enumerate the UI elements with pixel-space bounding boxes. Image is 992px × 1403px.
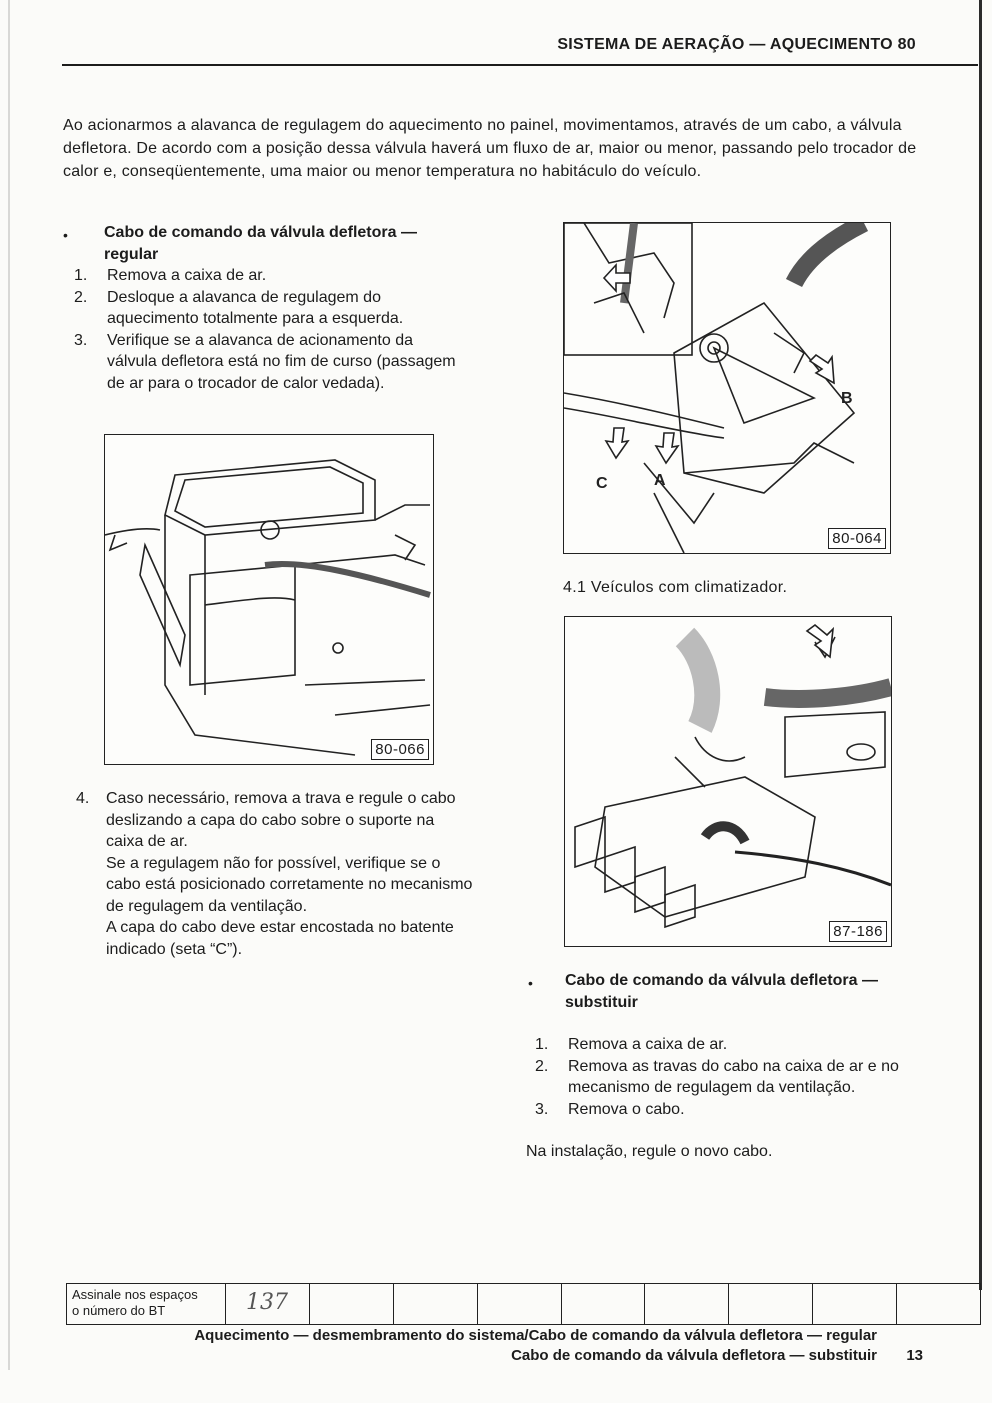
step-4-number: 4. xyxy=(76,790,90,807)
climatizer-mechanism-illustration xyxy=(565,617,891,946)
page-edge-shadow xyxy=(8,0,10,1370)
bt-cell[interactable] xyxy=(310,1284,394,1324)
section-bullet: • xyxy=(63,227,68,243)
intro-paragraph: Ao acionarmos a alavanca de regulagem do aquecimento no painel, movimentamos, através de um cabo, a válvula defletora. De acordo com a posição dessa válvula haverá um fluxo de ar, maior ou menor, passando pelo trocador de calor e, conseqüentemente, uma maior ou menor temperatura no habitáculo do veículo. xyxy=(63,117,917,180)
bt-cell[interactable] xyxy=(478,1284,562,1324)
bt-number-table xyxy=(66,1283,981,1325)
step-4-text-2: Se a regulagem não for possível, verifique se o cabo está posicionado corretamente no mecanismo de regulagem da ventilação. xyxy=(106,854,473,915)
bt-cell[interactable] xyxy=(813,1284,897,1324)
figure-87-186 xyxy=(564,616,892,947)
bt-cell[interactable] xyxy=(897,1284,981,1324)
section-bullet: • xyxy=(528,975,533,991)
section-heading-substituir: Cabo de comando da válvula defletora — substituir xyxy=(565,972,878,1011)
list-item: 3. Verifique se a alavanca de acionamento da válvula defletora está no fim de curso (passagem de ar para o trocador de calor vedada). xyxy=(74,331,456,392)
callout-c: C xyxy=(596,475,608,492)
callout-b: B xyxy=(841,390,853,407)
figure-label: 80-064 xyxy=(828,528,886,549)
list-item: 2. Desloque a alavanca de regulagem do aquecimento totalmente para a esquerda. xyxy=(74,288,404,327)
step-4-text-3: A capa do cabo deve estar encostada no batente indicado (seta “C”). xyxy=(106,919,454,958)
figure-80-066 xyxy=(104,434,434,765)
figure-caption: 4.1 Veículos com climatizador. xyxy=(563,579,788,596)
page-number: 13 xyxy=(906,1347,923,1364)
header-rule xyxy=(62,64,978,66)
figure-label: 80-066 xyxy=(371,739,429,760)
list-item: 1. Remova a caixa de ar. xyxy=(74,267,267,284)
bt-cell[interactable] xyxy=(562,1284,646,1324)
step-4-text-1: Caso necessário, remova a trava e regule o cabo deslizando a capa do cabo sobre o suporte na caixa de ar. xyxy=(106,790,456,850)
bt-label: Assinale nos espaços o número do BT xyxy=(66,1284,226,1324)
bt-cell[interactable] xyxy=(645,1284,729,1324)
steps-list-regular xyxy=(66,265,466,394)
bt-cell[interactable] xyxy=(394,1284,478,1324)
ventilation-mechanism-illustration xyxy=(564,223,890,553)
section-heading-regular: Cabo de comando da válvula defletora — regular xyxy=(104,224,417,263)
figure-80-064 xyxy=(563,222,891,554)
installation-note: Na instalação, regule o novo cabo. xyxy=(526,1143,773,1160)
list-item: 2. Remova as travas do cabo na caixa de ar e no mecanismo de regulagem da ventilação. xyxy=(535,1057,899,1096)
list-item: 1. Remova a caixa de ar. xyxy=(535,1036,728,1053)
steps-list-substituir xyxy=(527,1034,927,1120)
bt-cell[interactable] xyxy=(729,1284,813,1324)
footer-line-2: Cabo de comando da válvula defletora — substituir xyxy=(511,1347,877,1364)
bt-handwritten-number: 137 xyxy=(246,1290,288,1315)
page-binding-edge xyxy=(979,0,982,1290)
list-item: 3. Remova o cabo. xyxy=(535,1100,685,1118)
footer-line-1: Aquecimento — desmembramento do sistema/Cabo de comando da válvula defletora — regular xyxy=(194,1327,877,1344)
page-header-title: SISTEMA DE AERAÇÃO — AQUECIMENTO 80 xyxy=(557,36,916,53)
bt-cell[interactable] xyxy=(226,1284,310,1324)
figure-label: 87-186 xyxy=(829,921,887,942)
callout-a: A xyxy=(654,472,666,489)
step-4 xyxy=(76,788,476,960)
air-box-illustration xyxy=(105,435,433,764)
